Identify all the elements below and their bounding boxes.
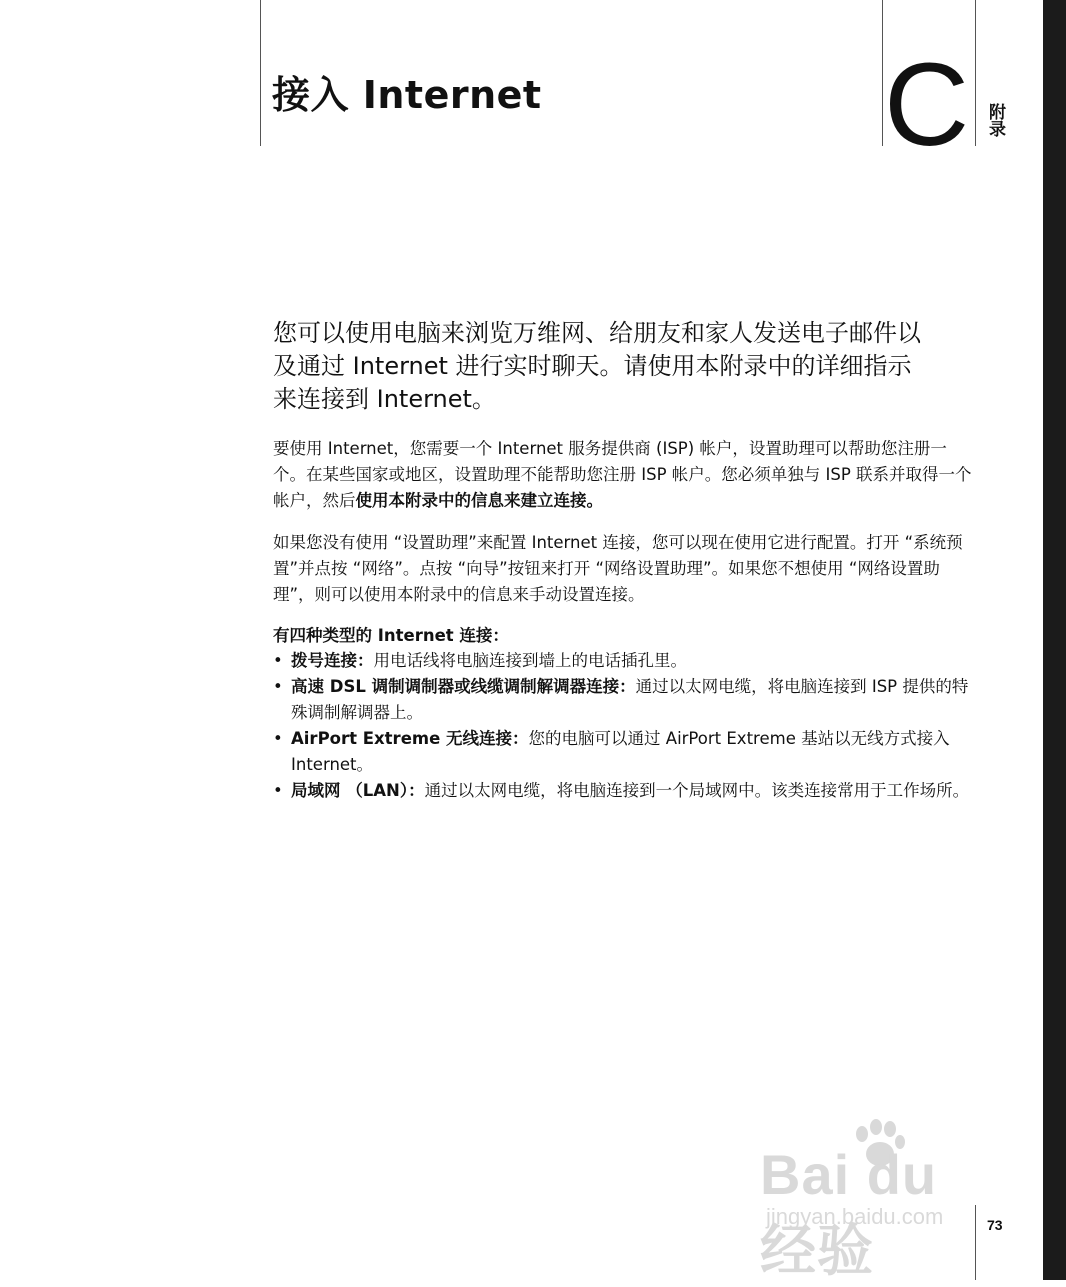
chapter-title: 接入 Internet xyxy=(272,73,542,117)
list-item-term: 局域网 （LAN）： xyxy=(291,781,425,800)
bullet: • xyxy=(273,781,283,800)
baidu-watermark xyxy=(760,1118,1010,1282)
list-item-term: AirPort Extreme 无线连接： xyxy=(291,729,529,748)
paragraph-isp-text: 要使用 Internet，您需要一个 Internet 服务提供商 (ISP) 帐户，设置助理可以帮助您注册一个。在某些国家或地区，设置助理不能帮助您注册 ISP 帐户。您必须单独与 ISP 联系并取得一个帐户，然后 xyxy=(273,439,972,510)
connection-types-list xyxy=(273,648,978,804)
intro-text: 您可以使用电脑来浏览万维网、给朋友和家人发送电子邮件以及通过 Internet 进行实时聊天。请使用本附录中的详细指示来连接到 Internet。 xyxy=(273,319,921,413)
bullet: • xyxy=(273,729,283,748)
left-rule xyxy=(260,0,261,146)
list-item-desc: 通过以太网电缆，将电脑连接到一个局域网中。该类连接常用于工作场所。 xyxy=(424,781,970,800)
list-item xyxy=(273,726,978,778)
paragraph-setup-assistant: 如果您没有使用 “设置助理”来配置 Internet 连接，您可以现在使用它进行配置。打开 “系统预置”并点按 “网络”。点按 “向导”按钮来打开 “网络设置助理”。如果您不想使用 “网络设置助理”，则可以使用本附录中的信息来手动设置连接。 xyxy=(273,533,963,604)
watermark-url: jingyan.baidu.com xyxy=(766,1204,944,1229)
paragraph-isp xyxy=(273,436,978,514)
connection-types-heading: 有四种类型的 Internet 连接： xyxy=(273,626,509,645)
list-item-desc: 通过以太网电缆，将电脑连接到 ISP 提供的特殊调制解调器上。 xyxy=(291,677,969,722)
bullet: • xyxy=(273,677,283,696)
list-item-desc: 您的电脑可以通过 AirPort Extreme 基站以无线方式接入 Internet。 xyxy=(291,729,950,774)
appendix-side-label: 附录 xyxy=(985,103,1005,137)
watermark-logo-text: Bai du 经验 xyxy=(760,1143,938,1282)
list-item-term: 拨号连接： xyxy=(291,651,374,670)
paragraph-isp-bold: 使用本附录中的信息来建立连接。 xyxy=(355,491,603,510)
page-edge-bar xyxy=(1043,0,1066,1280)
list-item xyxy=(273,648,978,674)
list-item-term: 高速 DSL 调制调制器或线缆调制解调器连接： xyxy=(291,677,636,696)
appendix-letter: C xyxy=(884,39,970,171)
bullet: • xyxy=(273,651,283,670)
list-item xyxy=(273,674,978,726)
list-item xyxy=(273,778,978,804)
list-item-desc: 用电话线将电脑连接到墙上的电话插孔里。 xyxy=(373,651,687,670)
mid-rule xyxy=(882,0,883,146)
side-rule xyxy=(975,0,976,146)
page-number: 73 xyxy=(987,1217,1003,1233)
